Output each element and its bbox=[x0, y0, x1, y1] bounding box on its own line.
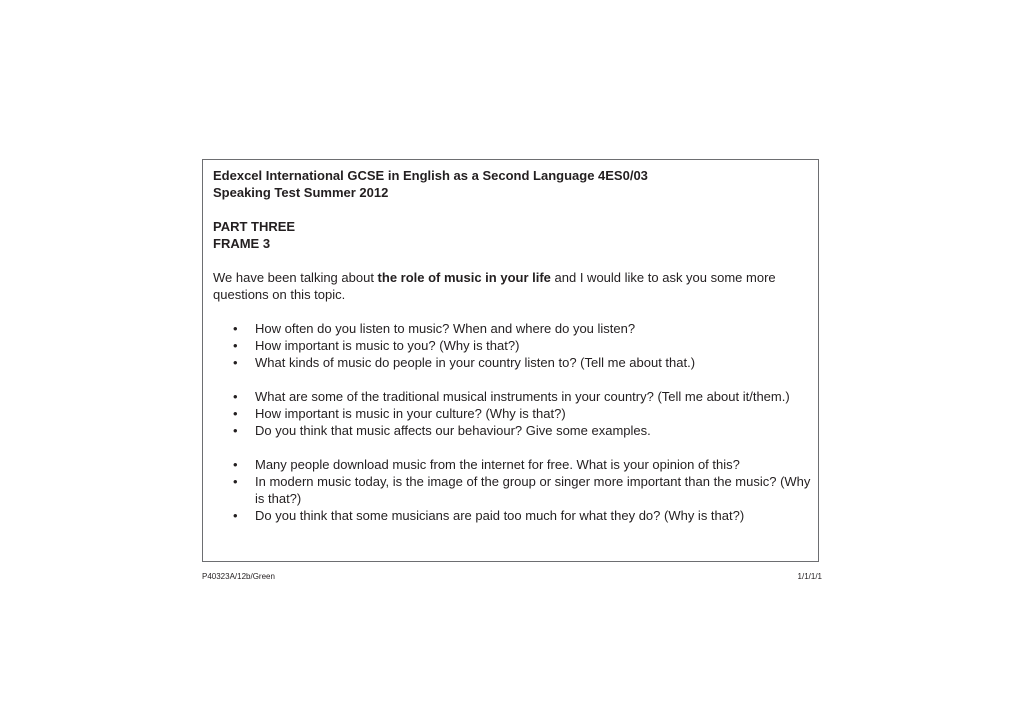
question-item bbox=[213, 456, 813, 473]
intro-topic: the role of music in your life bbox=[377, 270, 551, 285]
question-card bbox=[213, 167, 813, 524]
question-text: How often do you listen to music? When and where do you listen? bbox=[255, 321, 636, 336]
question-text: What kinds of music do people in your country listen to? (Tell me about that.) bbox=[255, 355, 696, 370]
question-item bbox=[213, 320, 813, 337]
bullet-icon: • bbox=[233, 389, 238, 404]
question-group-2 bbox=[213, 388, 813, 439]
question-item bbox=[213, 473, 813, 507]
question-text: In modern music today, is the image of the group or singer more important than the music? (Why is that?) bbox=[255, 474, 811, 506]
bullet-icon: • bbox=[233, 474, 238, 489]
bullet-icon: • bbox=[233, 338, 238, 353]
bullet-icon: • bbox=[233, 321, 238, 336]
exam-session: Speaking Test Summer 2012 bbox=[213, 185, 389, 200]
intro-paragraph bbox=[213, 269, 813, 303]
bullet-icon: • bbox=[233, 423, 238, 438]
question-text: Do you think that music affects our behaviour? Give some examples. bbox=[255, 423, 651, 438]
question-item bbox=[213, 422, 813, 439]
bullet-icon: • bbox=[233, 457, 238, 472]
frame-label: FRAME 3 bbox=[213, 236, 271, 251]
exam-title: Edexcel International GCSE in English as a Second Language 4ES0/03 bbox=[213, 168, 648, 183]
question-group-1 bbox=[213, 320, 813, 371]
page-code: 1/1/1/1 bbox=[797, 572, 822, 581]
document-reference: P40323A/12b/Green bbox=[202, 572, 275, 581]
question-text: Do you think that some musicians are paid too much for what they do? (Why is that?) bbox=[255, 508, 745, 523]
question-text: How important is music to you? (Why is that?) bbox=[255, 338, 520, 353]
question-item bbox=[213, 388, 813, 405]
question-item bbox=[213, 405, 813, 422]
question-group-3 bbox=[213, 456, 813, 524]
question-text: How important is music in your culture? (Why is that?) bbox=[255, 406, 566, 421]
bullet-icon: • bbox=[233, 406, 238, 421]
question-item bbox=[213, 507, 813, 524]
question-item bbox=[213, 354, 813, 371]
question-item bbox=[213, 337, 813, 354]
bullet-icon: • bbox=[233, 508, 238, 523]
question-text: What are some of the traditional musical instruments in your country? (Tell me about it/them.) bbox=[255, 389, 790, 404]
question-text: Many people download music from the internet for free. What is your opinion of this? bbox=[255, 457, 740, 472]
intro-text-after: and I would like to ask you some more questions on this topic. bbox=[213, 270, 776, 302]
part-label: PART THREE bbox=[213, 219, 296, 234]
bullet-icon: • bbox=[233, 355, 238, 370]
intro-text-before: We have been talking about bbox=[213, 270, 378, 285]
